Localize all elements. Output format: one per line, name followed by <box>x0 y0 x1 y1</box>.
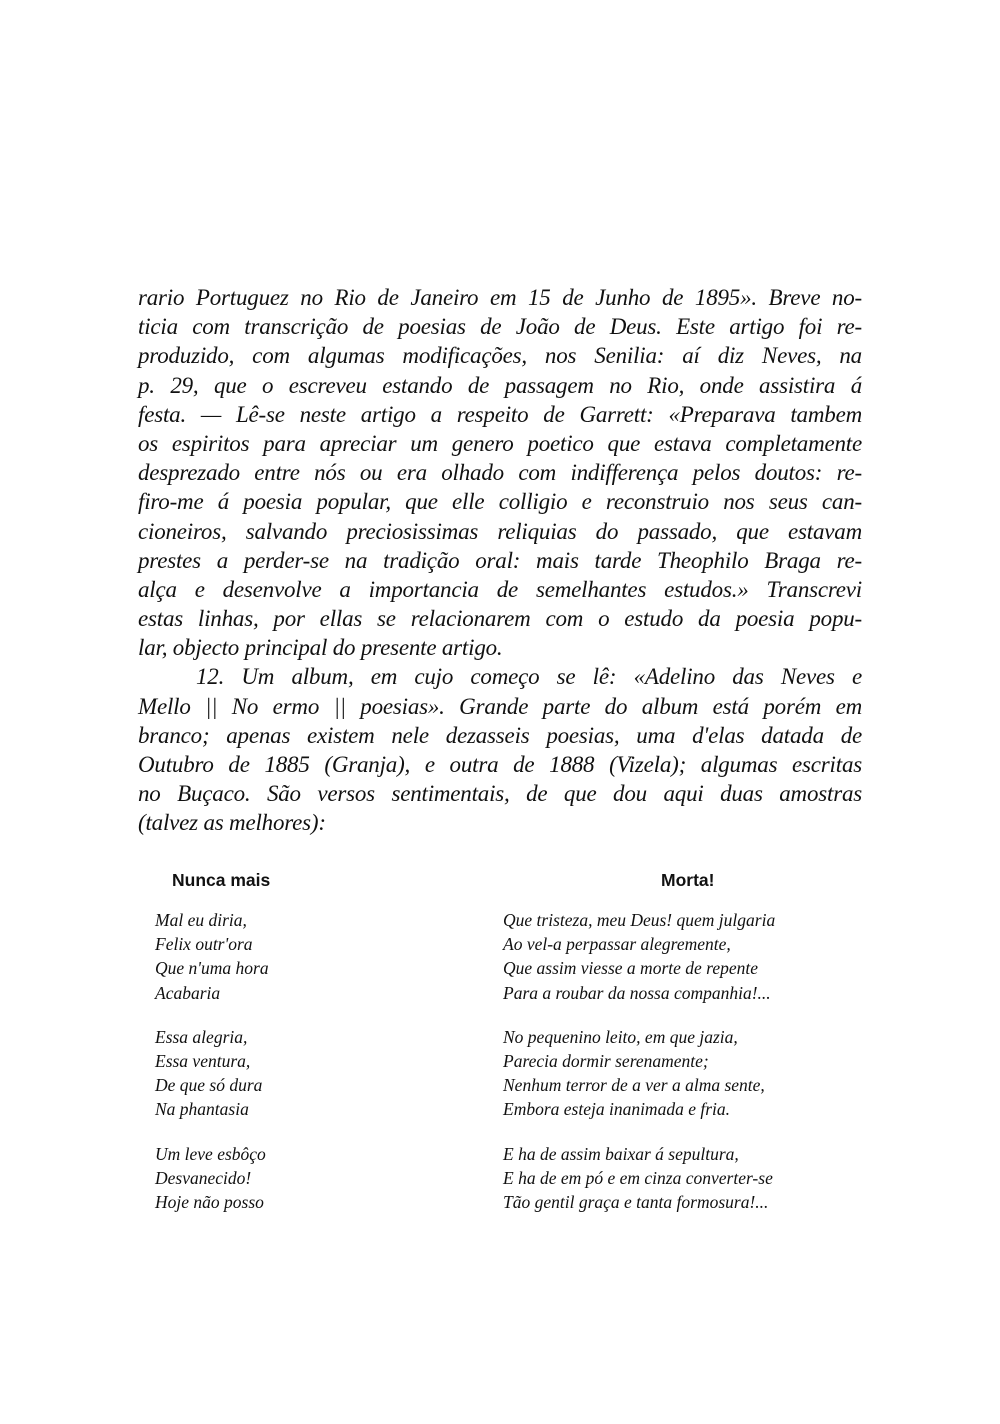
poem-title: Morta! <box>661 870 715 890</box>
verse: Ao vel-a perpassar alegremente, <box>503 934 731 955</box>
verse: Felix outr'ora <box>155 934 253 955</box>
text-line: os espiritos para apreciar um genero poetico que estava completamente <box>138 430 862 456</box>
text-line: desprezado entre nós ou era olhado com indifferença pelos doutos: re- <box>138 460 862 486</box>
text-line: p. 29, que o escreveu estando de passagem no Rio, onde assistira á <box>138 372 862 398</box>
poem-morta <box>503 870 775 1234</box>
text-line: festa. — Lê-se neste artigo a respeito de Garrett: «Preparava tambem <box>138 401 862 427</box>
verse: Acabaria <box>155 982 221 1003</box>
verse: Embora esteja inanimada e fria. <box>503 1099 730 1120</box>
text-line: prestes a perder-se na tradição oral: mais tarde Theophilo Braga re- <box>138 547 862 573</box>
stanza <box>155 908 270 1005</box>
paragraph-start-line: 12. Um album, em cujo começo se lê: «Adelino das Neves e <box>196 664 862 690</box>
text-line: ticia com transcrição de poesias de João de Deus. Este artigo foi re- <box>138 314 862 340</box>
verse: No pequenino leito, em que jazia, <box>503 1026 738 1047</box>
verse: E ha de assim baixar á sepultura, <box>503 1143 739 1164</box>
text-line: (talvez as melhores): <box>138 810 326 836</box>
verse: Para a roubar da nossa companhia!... <box>503 982 771 1003</box>
stanza <box>503 908 775 1005</box>
poem-nunca-mais <box>155 870 270 1234</box>
verse: Um leve esbôço <box>155 1143 266 1164</box>
poem-title: Nunca mais <box>172 870 271 890</box>
text-line: branco; apenas existem nele dezasseis poesias, uma d'elas datada de <box>138 722 862 748</box>
verse: Que n'uma hora <box>155 958 269 979</box>
text-line: estas linhas, por ellas se relacionarem com o estudo da poesia popu- <box>138 606 862 632</box>
verse: Parecia dormir serenamente; <box>503 1050 709 1071</box>
verse: De que só dura <box>155 1075 263 1096</box>
verse: Que tristeza, meu Deus! quem julgaria <box>503 910 776 930</box>
verse: Hoje não posso <box>155 1191 264 1212</box>
text-line: lar, objecto principal do presente artigo. <box>138 635 503 661</box>
stanza <box>503 1142 775 1215</box>
text-line: cioneiros, salvando preciosissimas reliquias do passado, que estavam <box>138 518 862 544</box>
stanza <box>155 1142 270 1215</box>
text-line: Outubro de 1885 (Granja), e outra de 1888 (Vizela); algumas escritas <box>138 752 862 777</box>
verse: E ha de em pó e em cinza converter-se <box>503 1167 773 1188</box>
text-line: produzido, com algumas modificações, nos Senilia: aí diz Neves, na <box>138 343 862 369</box>
verse: Desvanecido! <box>155 1167 252 1188</box>
verse: Essa alegria, <box>155 1026 248 1047</box>
verse: Na phantasia <box>155 1099 249 1120</box>
verse: Tão gentil graça e tanta formosura!... <box>503 1191 769 1212</box>
text-line: firo-me á poesia popular, que elle colligio e reconstruio nos seus can- <box>138 489 862 515</box>
stanza <box>155 1025 270 1122</box>
text-line: Mello || No ermo || poesias». Grande parte do album está porém em <box>138 693 862 719</box>
verse: Que assim viesse a morte de repente <box>503 958 758 979</box>
stanza <box>503 1025 775 1122</box>
verse: Essa ventura, <box>155 1050 251 1071</box>
body-text <box>138 283 862 838</box>
text-line: no Buçaco. São versos sentimentais, de que dou aqui duas amostras <box>138 781 862 807</box>
text-line: alça e desenvolve a importancia de semelhantes estudos.» Transcrevi <box>138 576 862 602</box>
text-line: rario Portuguez no Rio de Janeiro em 15 de Junho de 1895». Breve no- <box>138 285 862 310</box>
verse: Nenhum terror de a ver a alma sente, <box>503 1075 765 1096</box>
verse: Mal eu diria, <box>155 910 247 930</box>
